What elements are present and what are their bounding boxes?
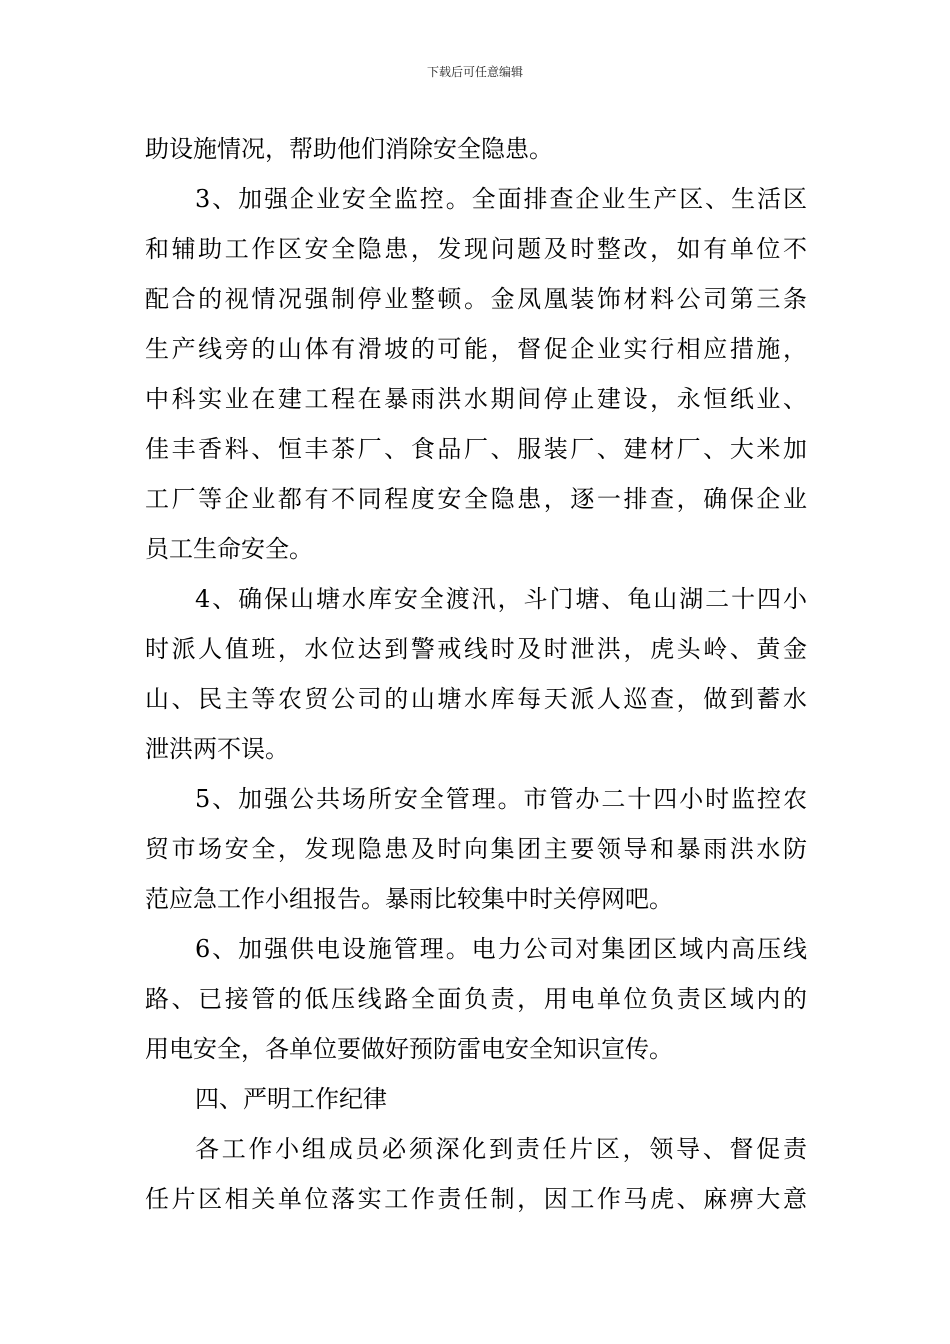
text-line-18: 路、已接管的低压线路全面负责，用电单位负责区域内的 <box>145 985 807 1013</box>
text-line-19: 用电安全，各单位要做好预防雷电安全知识宣传。 <box>145 1035 673 1063</box>
text-line-3: 和辅助工作区安全隐患，发现问题及时整改，如有单位不 <box>145 235 807 263</box>
text-line-15: 贸市场安全，发现隐患及时向集团主要领导和暴雨洪水防 <box>145 835 807 863</box>
text-line-12: 山、民主等农贸公司的山塘水库每天派人巡查，做到蓄水 <box>145 685 807 713</box>
text-line-17: 6、加强供电设施管理。电力公司对集团区域内高压线 <box>195 935 807 963</box>
text-line-13: 泄洪两不误。 <box>145 735 289 763</box>
text-line-10: 4、确保山塘水库安全渡汛，斗门塘、龟山湖二十四小 <box>195 585 807 613</box>
text-line-11: 时派人值班，水位达到警戒线时及时泄洪，虎头岭、黄金 <box>145 635 807 663</box>
text-line-1: 助设施情况，帮助他们消除安全隐患。 <box>145 135 553 163</box>
text-line-9: 员工生命安全。 <box>145 535 313 563</box>
document-body <box>145 124 807 1224</box>
text-line-16: 范应急工作小组报告。暴雨比较集中时关停网吧。 <box>145 885 673 913</box>
text-line-2: 3、加强企业安全监控。全面排查企业生产区、生活区 <box>195 185 807 213</box>
page-header: 下载后可任意编辑 <box>426 65 523 79</box>
text-line-14: 5、加强公共场所安全管理。市管办二十四小时监控农 <box>195 785 807 813</box>
text-line-8: 工厂等企业都有不同程度安全隐患，逐一排查，确保企业 <box>145 485 807 513</box>
text-line-22: 任片区相关单位落实工作责任制，因工作马虎、麻痹大意 <box>145 1185 807 1213</box>
section-heading: 四、严明工作纪律 <box>195 1085 387 1113</box>
text-line-4: 配合的视情况强制停业整顿。金凤凰装饰材料公司第三条 <box>145 285 807 313</box>
text-line-6: 中科实业在建工程在暴雨洪水期间停止建设，永恒纸业、 <box>145 385 807 413</box>
text-line-21: 各工作小组成员必须深化到责任片区，领导、督促责 <box>195 1135 807 1163</box>
text-line-7: 佳丰香料、恒丰茶厂、食品厂、服装厂、建材厂、大米加 <box>145 435 807 463</box>
text-line-5: 生产线旁的山体有滑坡的可能，督促企业实行相应措施， <box>145 335 807 363</box>
